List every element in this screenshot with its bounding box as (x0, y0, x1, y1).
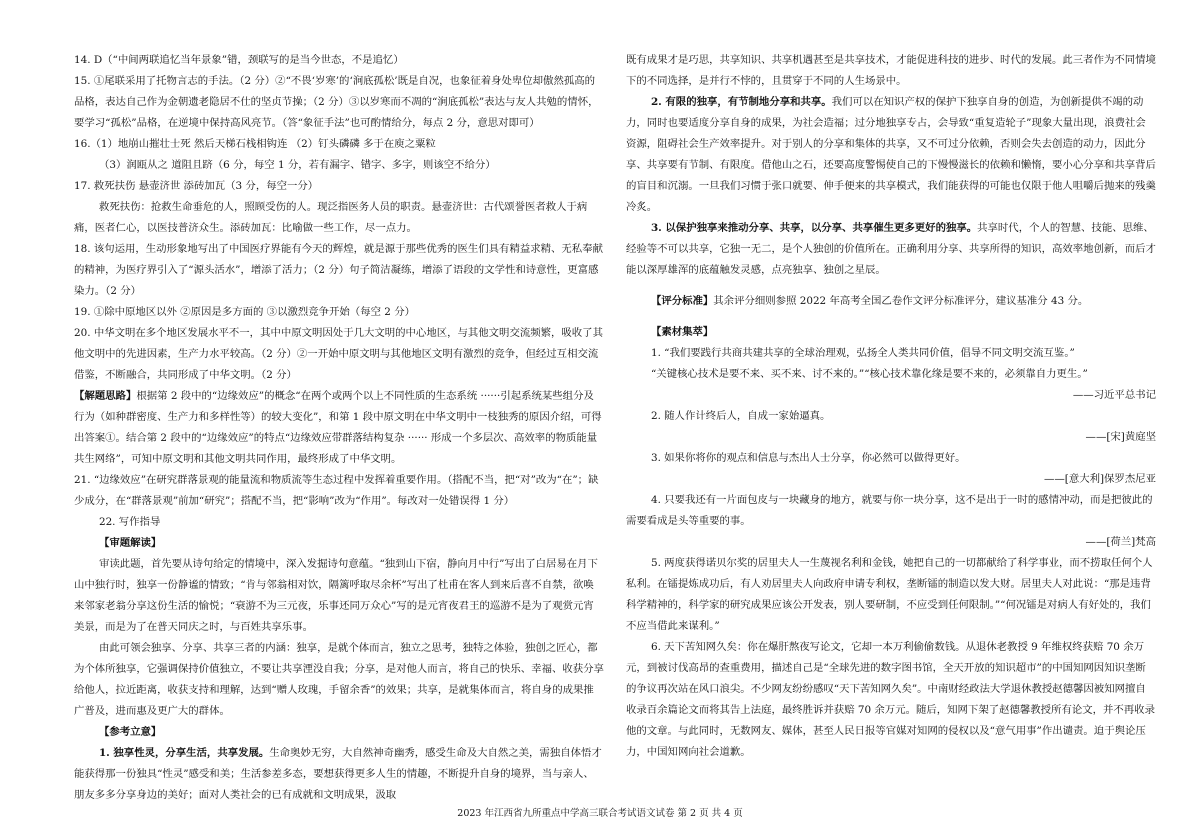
answer-14: 14. D（“中间两联追忆当年景象”错，颈联写的是当今世态，不是追忆） (74, 54, 404, 66)
answer-22: 22. 写作指导 (98, 516, 161, 528)
answer-20: 20. 中华文明在多个地区发展水平不一，其中中原文明因处于几大文明的中心地区，与其他文明交流频繁，吸收了其他文明中的先进因素，生产力水平较高。（2 分）②一开始中原文明与其他地区文明有激烈的竞争，但经过互相交流借鉴，不断融合，共同形成了中华文明。（2 分） (74, 327, 603, 381)
answer-17-explain: 救死扶伤：抢救生命垂危的人，照顾受伤的人。现泛指医务人员的职责。悬壶济世：古代颂誉医者救人于病痛，医者仁心，以医技普济众生。添砖加瓦：比喻做一些工作，尽一点力。 (74, 201, 588, 234)
lizhi-1 (74, 743, 604, 806)
right-column (626, 50, 1156, 763)
material-3-source: ——[意大利]保罗杰尼亚 (1043, 473, 1156, 485)
answer-16-line1: 16.（1）地崩山摧壮士死 然后天梯石栈相钩连 （2）钉头磷磷 多于在庾之粟粒 (74, 138, 436, 150)
shenti-para-1: 审读此题，首先要从诗句给定的情境中，深入发掘诗句意蕴。“独到山下宿，静向月中行”写出了白居易在月下山中独行时，独享一份静谧的情致；“肯与邻翁相对饮，隔篱呼取尽余杯”写出了杜甫在客人到来后喜不自禁，欲唤来邻家老翁分享这份生活的愉悦；“衰游不为三元夜，乐事还同万众心”写的是元宵夜君王的巡游不是为了观赏元宵美景，而是为了在普天同庆之时，与百姓共享乐事。 (74, 558, 598, 633)
material-1a: 1. “我们要践行共商共建共享的全球治理观，弘扬全人类共同价值，倡导不同文明交流互鉴。” (650, 347, 1075, 359)
material-1-source: ——习近平总书记 (1072, 389, 1156, 401)
lizhi-1-title: 1. 独享性灵，分享生活，共享发展。 (98, 747, 270, 759)
section-heading-lizhi: 【参考立意】 (98, 726, 162, 738)
material-4: 4. 只要我还有一片面包皮与一块藏身的地方，就要与你一块分享，这不是出于一时的感情冲动，而是把彼此的需要看成是头等重要的事。 (626, 494, 1153, 527)
answer-20-thinking (74, 386, 604, 470)
material-2-source: ——[宋]黄庭坚 (1085, 431, 1156, 443)
answer-18: 18. 该句运用，生动形象地写出了中国医疗界能有今天的辉煌，就是源于那些优秀的医生们具有精益求精、无私奉献的精神，为医疗界引入了“源头活水”，增添了活力；（2 分）句子简洁凝练，增添了语段的文学性和诗意性，更富感染力。（2 分） (74, 243, 603, 297)
section-heading-shenti: 【审题解读】 (98, 537, 162, 549)
section-heading-sucai: 【素材集萃】 (650, 326, 714, 338)
lizhi-2-title: 2. 有限的独享，有节制地分享和共享。 (650, 96, 832, 108)
lizhi-3 (626, 218, 1156, 281)
scoring-text: 其余评分细则参照 2022 年高考全国乙卷作文评分标准评分，建议基准分 43 分。 (713, 295, 1089, 307)
lizhi-1-text: 生命奥妙无穷，大自然神奇幽秀，感受生命及大自然之美，需独自体悟才能获得那一份独具“性灵”感受和美；生活参差多态，要想获得更多人生的情趣，不断提升自身的境界，当与亲人、朋友多多分享身边的美好；面对人类社会的已有成就和文明成果，汲取 (74, 747, 602, 801)
lizhi-2-text: 我们可以在知识产权的保护下独享自身的创造，为创新提供不竭的动力，同时也要适度分享自身的成果，为社会造福；过分地独享专占，会导致“重复造轮子”现象大量出现，浪费社会资源，阻碍社会生产效率提升。对于别人的分享和集体的共享，又不可过分依赖，否则会失去创造的动力，因此分享、共享要有节制、有限度。借他山之石，还要高度警惕使自己的下慢慢滋长的依赖和懒惰，要小心分享和共享背后的盲目和沉溺。一旦我们习惯于张口就要、伸手便来的共享模式，我们能获得的可能也仅限于他人咀嚼后抛来的残羹冷炙。 (626, 96, 1156, 213)
lizhi-3-text: 共享时代，个人的智慧、技能、思维、经验等不可以共享，它独一无二，是个人独创的价值所在。正确利用分享、共享所得的知识，高效率地创新，而后才能以深厚雄浑的底蕴触发灵感，点亮独享、独创之星辰。 (626, 222, 1156, 276)
material-3: 3. 如果你将你的观点和信息与杰出人士分享，你必然可以做得更好。 (650, 452, 966, 464)
shenti-para-2: 由此可领会独享、分享、共享三者的内涵：独享，是就个体而言，独立之思考，独特之体验，独创之匠心，都为个体所独享，它强调保持价值独立，不要让共享湮没自我；分享，是对他人而言，将自己的快乐、幸福、收获分享给他人，拉近距离，收获支持和理解，达到“赠人玫瑰，手留余香”的效果；共享，是就集体而言，将自身的成果推广普及，进而惠及更广大的群体。 (74, 642, 604, 717)
lizhi-2 (626, 92, 1156, 218)
answer-19: 19. ①除中原地区以外 ②原因是多方面的 ③以激烈竞争开始（每空 2 分） (74, 306, 415, 318)
scoring-label: 【评分标准】 (650, 295, 714, 307)
material-6: 6. 天下苦知网久矣：你在爆肝熬夜写论文，它却一本万利偷偷数钱。从退休老教授 9 年维权终获赔 70 余万元，到被讨伐高昂的查重费用，描述自己是“全球先进的数字图书馆，全天开放的知识超市”的中国知网因知识垄断的争议再次站在风口浪尖。不少网友纷纷感叹“天下苦知网久矣”。中南财经政法大学退休教授赵德馨因被知网擅自收录百余篇论文而将其告上法庭，最终胜诉并获赔 70 余万元。随后，知网下架了赵德馨教授所有论文，并不再收录他的文章。与此同时，无数网友、媒体，甚至人民日报等官媒对知网的侵权以及“意气用事”作出谴责。迫于舆论压力，中国知网向社会道歉。 (626, 641, 1155, 758)
answer-21: 21. “边缘效应”在研究群落景观的能量流和物质流等生态过程中发挥着重要作用。（搭配不当，把“对”改为“在”；缺少成分，在“群落景观”前加“研究”；搭配不当，把“影响”改为“作用”。每改对一处错误得 1 分） (74, 474, 599, 507)
thinking-label: 【解题思路】 (74, 390, 137, 402)
page-footer: 2023 年江西省九所重点中学高三联合考试语文试卷 第 2 页 共 4 页 (457, 808, 743, 819)
material-5: 5. 两度获得诺贝尔奖的居里夫人一生蔑视名利和金钱，她把自己的一切都献给了科学事业，而不捞取任何个人私利。在镭提炼成功后，有人劝居里夫人向政府申请专利权，垄断镭的制造以发大财。居里夫人对此说：“那是违背科学精神的，科学家的研究成果应该公开发表，别人要研制，不应受到任何限制。”“何况镭是对病人有好处的，我们不应当借此来谋利。” (626, 557, 1153, 632)
material-1b: “关键核心技术是要不来、买不来、讨不来的。”“核心技术靠化缘是要不来的，必须靠自力更生。” (650, 368, 1088, 380)
material-4-source: ——[荷兰]梵高 (1085, 536, 1156, 548)
answer-16-line2: （3）润瓯从之 道阻且跻（6 分，每空 1 分，若有漏字、错字、多字，则该空不给分） (98, 159, 496, 171)
thinking-text: 根据第 2 段中的“边缘效应”的概念“在两个或两个以上不同性质的生态系统 ······引起系统某些组分及行为（如种群密度、生产力和多样性等）的较大变化”，和第 1 段中原文明在中华文明中一枝独秀的原因介绍，可得出答案①。结合第 2 段中的“边缘效应”的特点“边缘效应带群落结构复杂 ······ 形成一个多层次、高效率的物质能量共生网络”，可知中原文明和其他文明共同作用，最终形成了中华文明。 (74, 390, 602, 465)
answer-17: 17. 救死扶伤 悬壶济世 添砖加瓦（3 分，每空一分） (74, 180, 319, 192)
left-column (74, 50, 604, 806)
lizhi-3-title: 3. 以保护独享来推动分享、共享，以分享、共享催生更多更好的独享。 (650, 222, 978, 234)
answer-15: 15. ①尾联采用了托物言志的手法。（2 分）②“不畏‘岁寒’的‘涧底孤松’既是自况，也象征着身处卑位却傲然孤高的品格，表达自己作为金朝遗老隐居不仕的坚贞节操；（2 分）③以岁寒而不凋的“涧底孤松”表达与友人共勉的情怀，要学习“孤松”品格，在逆境中保持高风亮节。（答“象征手法”也可酌情给分，每点 2 分，意思对即可） (74, 75, 599, 129)
lizhi-1-continued: 既有成果才是巧思，共享知识、共享机遇甚至是共享技术，才能促进科技的进步、时代的发展。此三者作为不同情境下的不同选择，是并行不悖的，且贯穿于不同的人生场景中。 (626, 54, 1156, 87)
material-2: 2. 随人作计终后人，自成一家始逼真。 (650, 410, 831, 422)
scoring-standard (626, 291, 1156, 312)
